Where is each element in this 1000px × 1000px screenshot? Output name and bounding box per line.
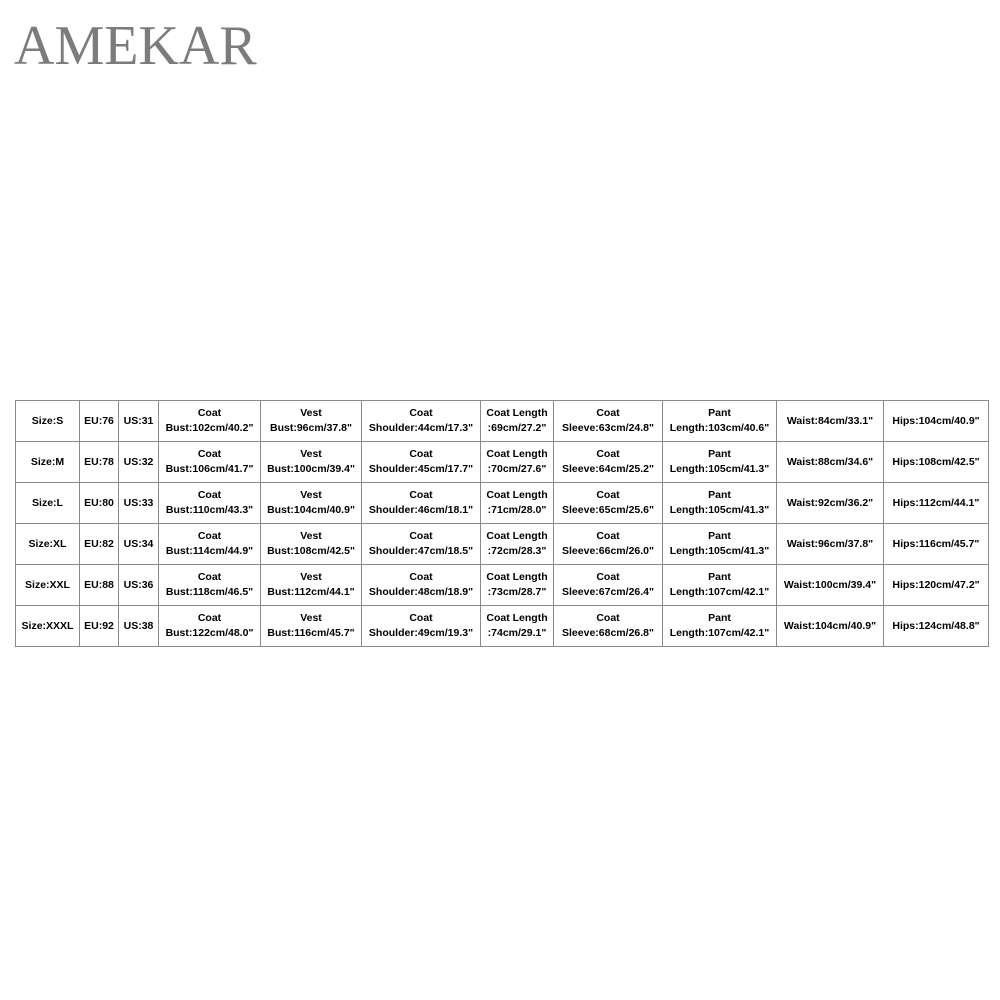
coat-bust-cell-line: Coat	[197, 612, 222, 624]
pant-length-cell-line: Length:103cm/40.6"	[669, 422, 770, 434]
coat-sleeve-cell-line: Sleeve:64cm/25.2"	[562, 463, 654, 475]
coat-sleeve-cell	[554, 442, 663, 483]
eu-size-cell: EU:80	[80, 483, 119, 524]
vest-bust-cell-line: Vest	[300, 612, 322, 624]
eu-size-cell: EU:76	[80, 401, 119, 442]
table-row	[16, 483, 989, 524]
size-chart-body	[16, 401, 989, 647]
coat-bust-cell-line: Coat	[197, 571, 222, 583]
size-cell: Size:L	[16, 483, 80, 524]
vest-bust-cell-line: Bust:104cm/40.9"	[267, 504, 355, 516]
vest-bust-cell-line: Vest	[300, 571, 322, 583]
coat-sleeve-cell-line: Sleeve:68cm/26.8"	[562, 627, 654, 639]
pant-length-cell-line: Pant	[708, 571, 731, 583]
coat-length-cell-line: Coat Length	[486, 489, 548, 501]
coat-bust-cell-line: Bust:110cm/43.3"	[165, 504, 254, 516]
brand-logo: AMEKAR	[14, 15, 257, 77]
waist-cell: Waist:104cm/40.9"	[777, 606, 884, 647]
pant-length-cell	[663, 565, 777, 606]
size-cell: Size:M	[16, 442, 80, 483]
pant-length-cell-line: Pant	[708, 407, 731, 419]
coat-length-cell-line: :74cm/29.1"	[487, 627, 547, 639]
coat-length-cell	[481, 565, 554, 606]
vest-bust-cell-line: Vest	[300, 489, 322, 501]
eu-size-cell: EU:88	[80, 565, 119, 606]
coat-sleeve-cell-line: Sleeve:65cm/25.6"	[562, 504, 654, 516]
hips-cell: Hips:104cm/40.9"	[884, 401, 989, 442]
coat-shoulder-cell-line: Coat	[409, 612, 433, 624]
waist-cell: Waist:84cm/33.1"	[777, 401, 884, 442]
us-size-cell: US:36	[119, 565, 159, 606]
coat-bust-cell-line: Coat	[197, 448, 222, 460]
eu-size-cell: EU:82	[80, 524, 119, 565]
coat-length-cell	[481, 524, 554, 565]
hips-cell: Hips:116cm/45.7"	[884, 524, 989, 565]
eu-size-cell: EU:92	[80, 606, 119, 647]
waist-cell: Waist:88cm/34.6"	[777, 442, 884, 483]
vest-bust-cell-line: Vest	[300, 530, 322, 542]
coat-shoulder-cell-line: Shoulder:47cm/18.5"	[368, 545, 474, 557]
coat-sleeve-cell-line: Sleeve:63cm/24.8"	[562, 422, 654, 434]
coat-bust-cell	[159, 442, 261, 483]
table-row	[16, 524, 989, 565]
coat-sleeve-cell	[554, 483, 663, 524]
coat-length-cell	[481, 442, 554, 483]
coat-sleeve-cell-line: Coat	[596, 571, 620, 583]
pant-length-cell-line: Length:107cm/42.1"	[669, 586, 770, 598]
size-cell: Size:XXXL	[16, 606, 80, 647]
coat-length-cell-line: :72cm/28.3"	[487, 545, 547, 557]
size-cell: Size:S	[16, 401, 80, 442]
coat-length-cell-line: :70cm/27.6"	[487, 463, 547, 475]
size-chart-table	[15, 400, 989, 647]
coat-shoulder-cell	[362, 483, 481, 524]
coat-shoulder-cell-line: Shoulder:48cm/18.9"	[368, 586, 474, 598]
vest-bust-cell	[261, 442, 362, 483]
vest-bust-cell-line: Bust:112cm/44.1"	[267, 586, 355, 598]
coat-shoulder-cell	[362, 565, 481, 606]
pant-length-cell-line: Pant	[708, 530, 731, 542]
pant-length-cell-line: Length:107cm/42.1"	[669, 627, 770, 639]
hips-cell: Hips:108cm/42.5"	[884, 442, 989, 483]
size-cell: Size:XXL	[16, 565, 80, 606]
coat-bust-cell-line: Coat	[197, 489, 222, 501]
coat-shoulder-cell	[362, 401, 481, 442]
vest-bust-cell-line: Vest	[300, 407, 322, 419]
pant-length-cell-line: Length:105cm/41.3"	[669, 504, 770, 516]
coat-shoulder-cell	[362, 524, 481, 565]
vest-bust-cell	[261, 606, 362, 647]
coat-shoulder-cell-line: Shoulder:49cm/19.3"	[368, 627, 474, 639]
vest-bust-cell	[261, 524, 362, 565]
waist-cell: Waist:96cm/37.8"	[777, 524, 884, 565]
coat-bust-cell-line: Coat	[197, 407, 222, 419]
vest-bust-cell	[261, 565, 362, 606]
coat-bust-cell-line: Bust:118cm/46.5"	[165, 586, 254, 598]
vest-bust-cell	[261, 401, 362, 442]
coat-sleeve-cell-line: Coat	[596, 489, 620, 501]
coat-sleeve-cell	[554, 606, 663, 647]
eu-size-cell: EU:78	[80, 442, 119, 483]
vest-bust-cell-line: Vest	[300, 448, 322, 460]
coat-shoulder-cell-line: Shoulder:46cm/18.1"	[368, 504, 474, 516]
hips-cell: Hips:124cm/48.8"	[884, 606, 989, 647]
hips-cell: Hips:112cm/44.1"	[884, 483, 989, 524]
vest-bust-cell-line: Bust:96cm/37.8"	[269, 422, 353, 434]
pant-length-cell	[663, 442, 777, 483]
pant-length-cell	[663, 401, 777, 442]
coat-length-cell-line: Coat Length	[486, 530, 548, 542]
coat-bust-cell-line: Bust:114cm/44.9"	[165, 545, 254, 557]
us-size-cell: US:33	[119, 483, 159, 524]
vest-bust-cell-line: Bust:100cm/39.4"	[267, 463, 355, 475]
coat-length-cell-line: Coat Length	[486, 448, 548, 460]
vest-bust-cell-line: Bust:108cm/42.5"	[267, 545, 355, 557]
coat-length-cell-line: Coat Length	[486, 407, 548, 419]
coat-bust-cell-line: Bust:122cm/48.0"	[165, 627, 254, 639]
coat-length-cell-line: Coat Length	[486, 571, 548, 583]
us-size-cell: US:31	[119, 401, 159, 442]
coat-shoulder-cell-line: Shoulder:44cm/17.3"	[368, 422, 474, 434]
coat-sleeve-cell	[554, 401, 663, 442]
us-size-cell: US:38	[119, 606, 159, 647]
coat-bust-cell	[159, 606, 261, 647]
coat-length-cell-line: :69cm/27.2"	[487, 422, 547, 434]
coat-sleeve-cell-line: Coat	[596, 448, 620, 460]
coat-bust-cell	[159, 483, 261, 524]
coat-bust-cell	[159, 524, 261, 565]
coat-bust-cell-line: Bust:106cm/41.7"	[165, 463, 254, 475]
coat-bust-cell	[159, 401, 261, 442]
coat-shoulder-cell-line: Coat	[409, 571, 433, 583]
waist-cell: Waist:92cm/36.2"	[777, 483, 884, 524]
pant-length-cell	[663, 483, 777, 524]
coat-shoulder-cell-line: Coat	[409, 489, 433, 501]
hips-cell: Hips:120cm/47.2"	[884, 565, 989, 606]
coat-bust-cell-line: Coat	[197, 530, 222, 542]
coat-sleeve-cell-line: Sleeve:67cm/26.4"	[562, 586, 654, 598]
pant-length-cell	[663, 524, 777, 565]
coat-length-cell	[481, 606, 554, 647]
size-cell: Size:XL	[16, 524, 80, 565]
coat-sleeve-cell	[554, 565, 663, 606]
pant-length-cell-line: Length:105cm/41.3"	[669, 463, 770, 475]
vest-bust-cell-line: Bust:116cm/45.7"	[267, 627, 355, 639]
us-size-cell: US:34	[119, 524, 159, 565]
coat-bust-cell-line: Bust:102cm/40.2"	[165, 422, 254, 434]
coat-length-cell-line: Coat Length	[486, 612, 548, 624]
coat-sleeve-cell	[554, 524, 663, 565]
coat-length-cell	[481, 483, 554, 524]
table-row	[16, 606, 989, 647]
coat-shoulder-cell	[362, 442, 481, 483]
coat-length-cell	[481, 401, 554, 442]
coat-shoulder-cell-line: Shoulder:45cm/17.7"	[368, 463, 474, 475]
coat-shoulder-cell-line: Coat	[409, 530, 433, 542]
pant-length-cell-line: Length:105cm/41.3"	[669, 545, 770, 557]
coat-shoulder-cell	[362, 606, 481, 647]
table-row	[16, 565, 989, 606]
pant-length-cell-line: Pant	[708, 448, 731, 460]
vest-bust-cell	[261, 483, 362, 524]
coat-sleeve-cell-line: Coat	[596, 612, 620, 624]
coat-sleeve-cell-line: Coat	[596, 407, 620, 419]
us-size-cell: US:32	[119, 442, 159, 483]
coat-shoulder-cell-line: Coat	[409, 407, 433, 419]
table-row	[16, 442, 989, 483]
coat-sleeve-cell-line: Coat	[596, 530, 620, 542]
coat-sleeve-cell-line: Sleeve:66cm/26.0"	[562, 545, 654, 557]
table-row	[16, 401, 989, 442]
waist-cell: Waist:100cm/39.4"	[777, 565, 884, 606]
pant-length-cell	[663, 606, 777, 647]
coat-length-cell-line: :73cm/28.7"	[487, 586, 547, 598]
coat-shoulder-cell-line: Coat	[409, 448, 433, 460]
pant-length-cell-line: Pant	[708, 612, 731, 624]
coat-bust-cell	[159, 565, 261, 606]
coat-length-cell-line: :71cm/28.0"	[487, 504, 547, 516]
pant-length-cell-line: Pant	[708, 489, 731, 501]
